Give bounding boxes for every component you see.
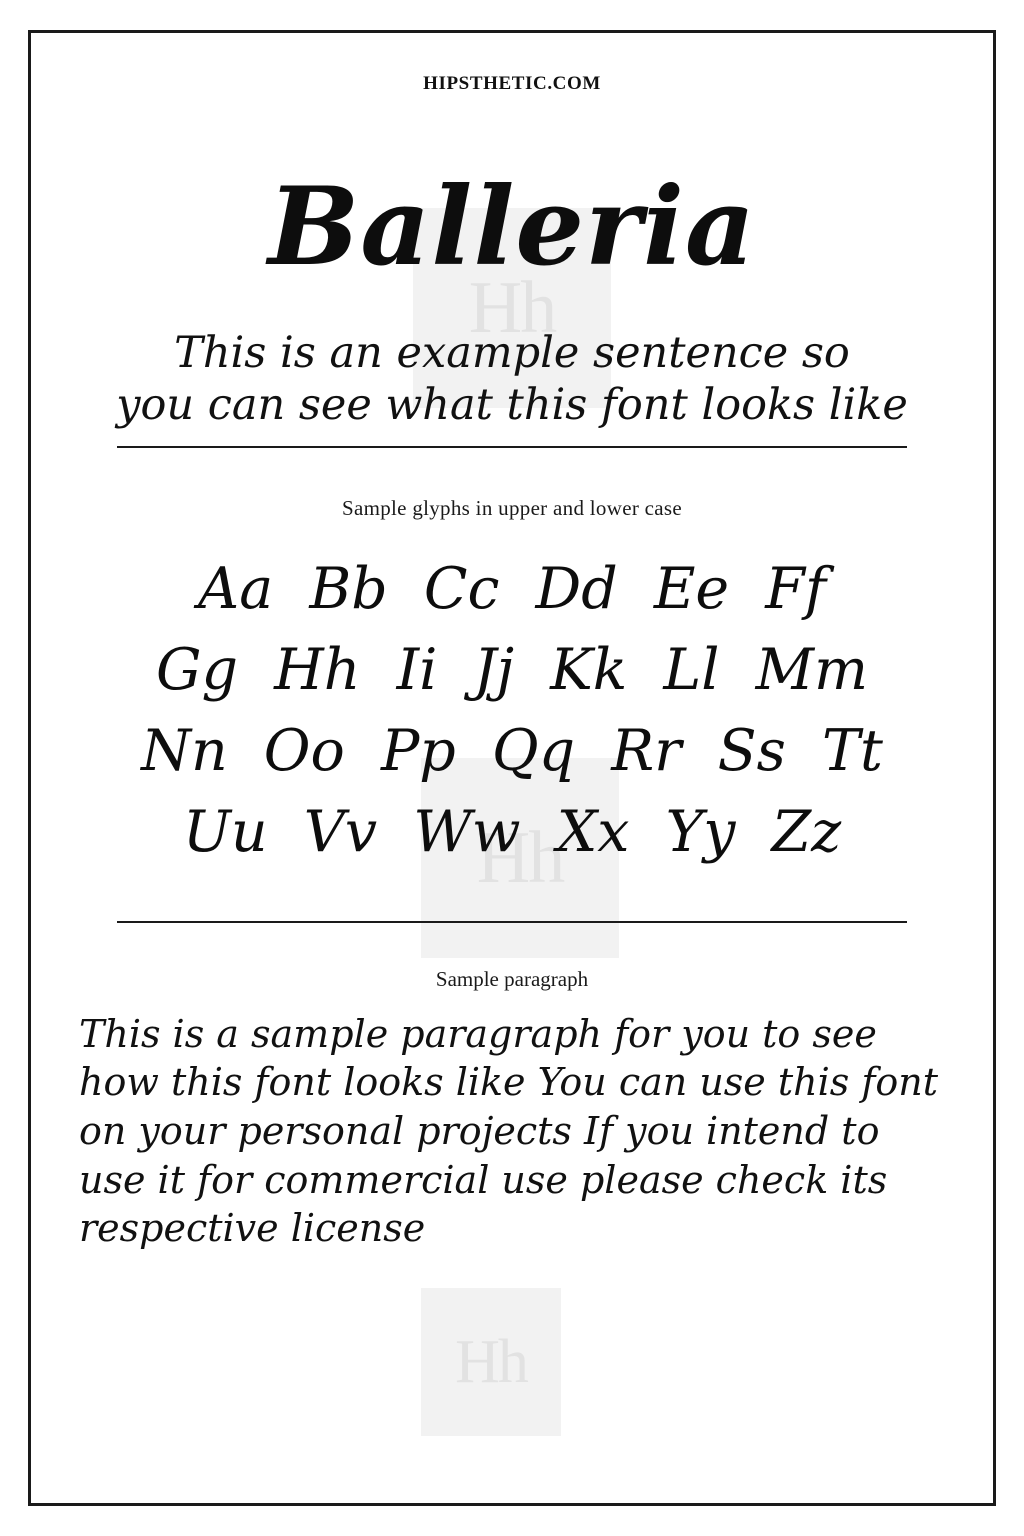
- glyph-pair: Rr: [611, 717, 682, 784]
- glyph-pair: Ss: [717, 717, 786, 784]
- glyph-pair: Mm: [755, 636, 869, 703]
- site-title: HIPSTHETIC.COM: [423, 73, 601, 94]
- glyph-row: [61, 630, 963, 711]
- example-sentence: [31, 327, 993, 432]
- glyph-pair: Qq: [491, 717, 576, 784]
- glyph-pair: Aa: [198, 555, 274, 622]
- glyph-pair: Gg: [155, 636, 238, 703]
- watermark-2: Hh: [421, 758, 619, 958]
- glyph-pair: Oo: [263, 717, 345, 784]
- poster-frame: [28, 30, 996, 1506]
- example-sentence-line-2: you can see what this font looks like: [116, 380, 908, 431]
- glyph-pair: Vv: [303, 798, 378, 865]
- glyph-pair: Kk: [550, 636, 628, 703]
- glyph-pair: Zz: [771, 798, 842, 865]
- poster-content: [31, 73, 993, 1253]
- font-name-title: Balleria: [268, 164, 756, 290]
- example-sentence-line-1: This is an example sentence so: [174, 328, 850, 378]
- glyph-pair: Cc: [423, 555, 500, 622]
- divider-top: [117, 446, 907, 448]
- glyphs-section-label: Sample glyphs in upper and lower case: [341, 495, 682, 520]
- glyph-pair: Pp: [380, 717, 456, 784]
- glyph-pair: Ii: [396, 636, 438, 703]
- paragraph-section-label: Sample paragraph: [435, 966, 589, 991]
- glyph-row: [61, 792, 963, 873]
- glyph-pair: Bb: [309, 555, 388, 622]
- glyph-pair: Xx: [556, 798, 630, 865]
- glyph-pair: Jj: [473, 636, 515, 703]
- glyph-pair: Uu: [182, 798, 268, 865]
- glyph-pair: Dd: [535, 555, 618, 622]
- glyph-pair: Nn: [141, 717, 228, 784]
- sample-paragraph: This is a sample paragraph for you to see how this font looks like You can use this font on your personal projects If you intend to use it for commercial use please check its respective license: [79, 1011, 939, 1251]
- glyph-row: [61, 711, 963, 792]
- glyph-pair: Tt: [822, 717, 883, 784]
- divider-bottom: [117, 921, 907, 923]
- watermark-1: Hh: [413, 208, 611, 408]
- glyph-row: [61, 549, 963, 630]
- watermark-3: Hh: [421, 1288, 561, 1436]
- glyph-pair: Ee: [653, 555, 730, 622]
- glyph-grid: [31, 549, 993, 873]
- glyph-pair: Hh: [274, 636, 361, 703]
- glyph-pair: Ww: [413, 798, 521, 865]
- glyph-pair: Yy: [665, 798, 736, 865]
- glyph-pair: Ll: [663, 636, 720, 703]
- glyph-pair: Ff: [765, 555, 826, 622]
